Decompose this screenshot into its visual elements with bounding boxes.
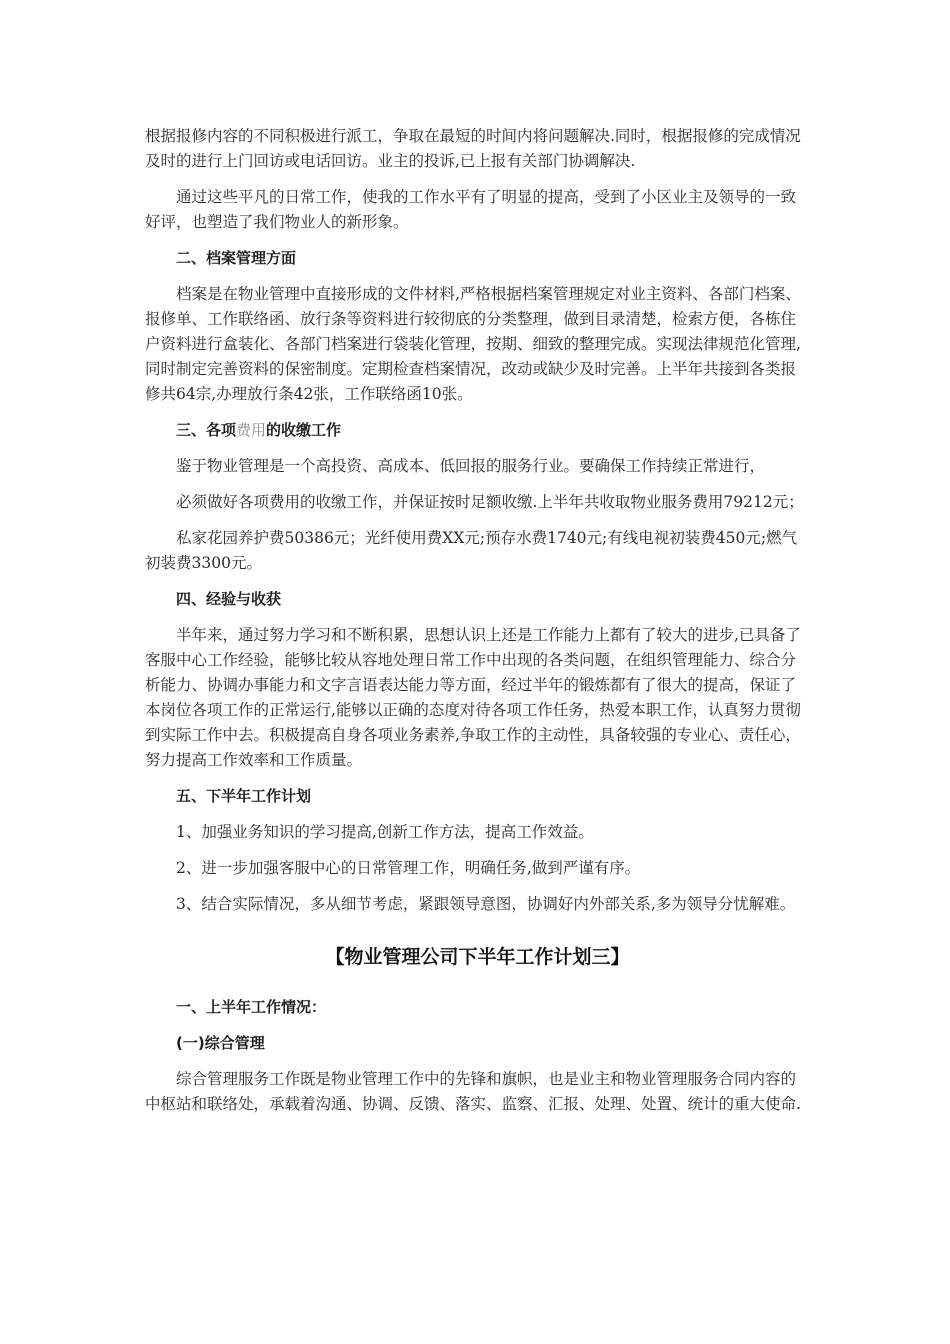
paragraph-fee-breakdown: 私家花园养护费50386元；光纤使用费XX元;预存水费1740元;有线电视初装费450元;燃气初装费3300元。 xyxy=(145,529,798,572)
plan-item-1: 1、加强业务知识的学习提高,创新工作方法，提高工作效益。 xyxy=(176,823,594,841)
paragraph-archive-management: 档案是在物业管理中直接形成的文件材料,严格根据档案管理规定对业主资料、各部门档案、报修单、工作联络函、放行条等资料进行较彻底的分类整理，做到目录清楚，检索方便，各栋住户资料进行盒装化、各部门档案进行袋装化管理，按期、细致的整理完成。实现法律规范化管理,同时制定完善资料的保密制度。定期检查档案情况，改动或缺少及时完善。上半年共接到各类报修共64宗,办理放行条42张，工作联络函10张。 xyxy=(145,285,801,403)
paragraph-repair-dispatch: 根据报修内容的不同积极进行派工，争取在最短的时间内将问题解决.同时，根据报修的完成情况及时的进行上门回访或电话回访。业主的投诉,已上报有关部门协调解决. xyxy=(145,127,801,170)
heading-experience: 四、经验与收获 xyxy=(176,590,282,608)
heading-fee-prefix: 三、各项 xyxy=(176,421,237,439)
heading-second-half-plan: 五、下半年工作计划 xyxy=(176,787,312,805)
section-title: 【物业管理公司下半年工作计划三】 xyxy=(325,946,630,968)
paragraph-experience: 半年来，通过努力学习和不断积累，思想认识上还是工作能力上都有了较大的进步,已具备了客服中心工作经验，能够比较从容地处理日常工作中出现的各类问题，在组织管理能力、综合分析能力、协调办事能力和文字言语表达能力等方面，经过半年的锻炼都有了很大的提高，保证了本岗位各项工作的正常运行,能够以正确的态度对待各项工作任务，热爱本职工作，认真努力贯彻到实际工作中去。积极提高自身各项业务素养,争取工作的主动性，具备较强的专业心、责任心，努力提高工作效率和工作质量。 xyxy=(145,626,801,769)
heading-archive-management: 二、档案管理方面 xyxy=(176,249,297,267)
plan-item-2: 2、进一步加强客服中心的日常管理工作，明确任务,做到严谨有序。 xyxy=(176,859,641,877)
heading-fee-suffix: 的收缴工作 xyxy=(266,421,342,439)
document-body xyxy=(145,124,810,1128)
heading-fee-muted: 费用 xyxy=(236,421,267,439)
plan-item-3: 3、结合实际情况，多从细节考虑，紧跟领导意图，协调好内外部关系,多为领导分忧解难。 xyxy=(176,895,796,913)
paragraph-fee-total: 必须做好各项费用的收缴工作，并保证按时足额收缴.上半年共收取物业服务费用79212元； xyxy=(176,493,804,511)
paragraph-work-improvement: 通过这些平凡的日常工作，使我的工作水平有了明显的提高，受到了小区业主及领导的一致好评，也塑造了我们物业人的新形象。 xyxy=(145,188,797,231)
heading-general-management: (一)综合管理 xyxy=(176,1034,265,1052)
heading-fee-collection xyxy=(145,418,810,443)
heading-first-half-status: 一、上半年工作情况： xyxy=(176,998,327,1016)
paragraph-fee-intro: 鉴于物业管理是一个高投资、高成本、低回报的服务行业。要确保工作持续正常进行， xyxy=(176,457,766,475)
paragraph-general-management: 综合管理服务工作既是物业管理工作中的先锋和旗帜，也是业主和物业管理服务合同内容的中枢站和联络处，承载着沟通、协调、反馈、落实、监察、汇报、处理、处置、统计的重大使命. xyxy=(145,1070,801,1113)
